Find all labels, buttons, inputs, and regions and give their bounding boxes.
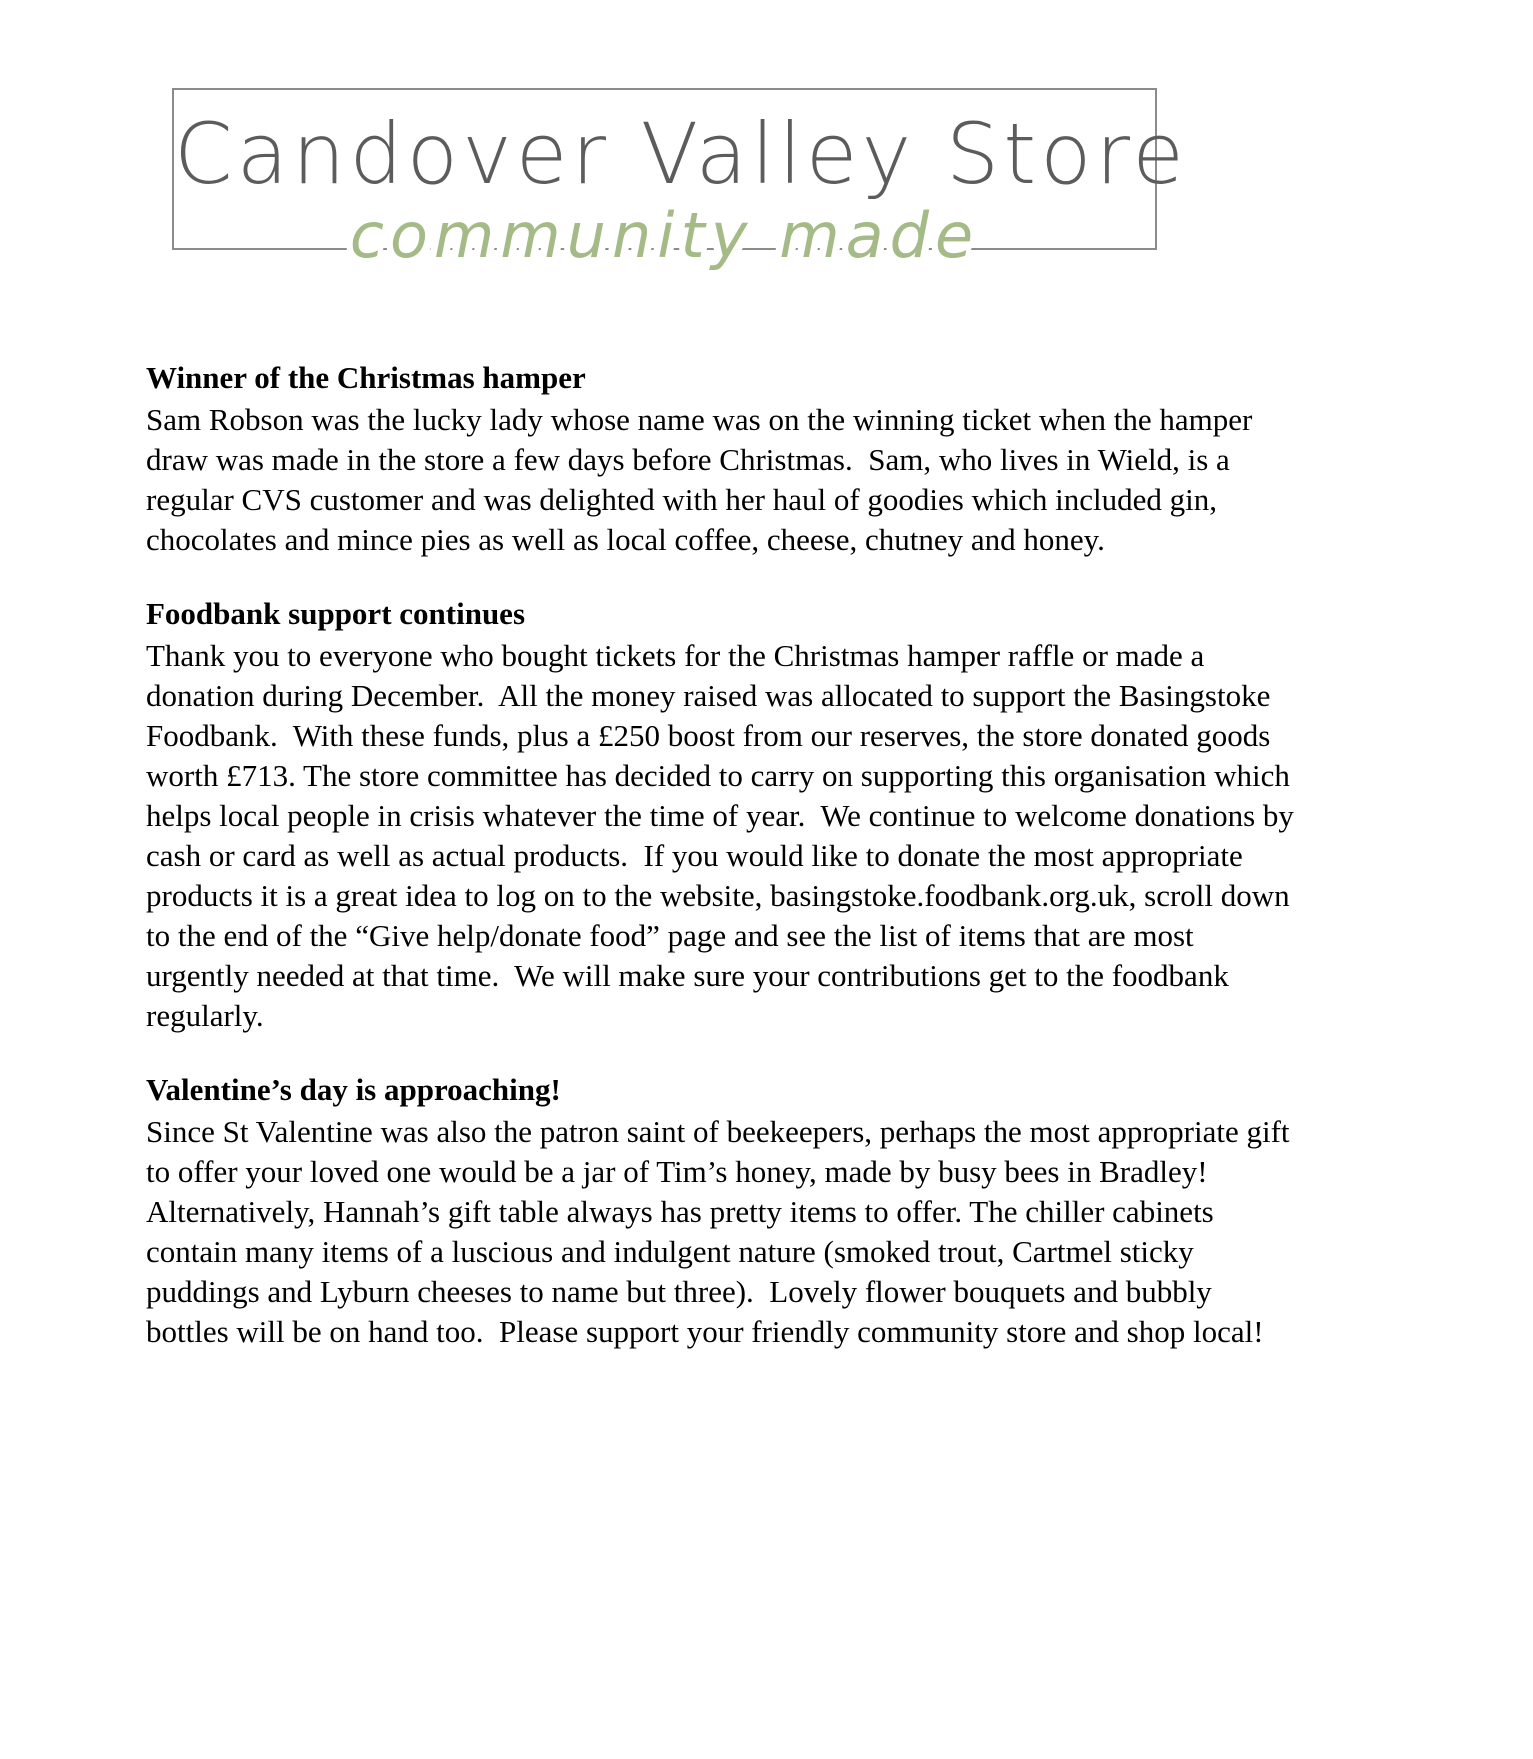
- section-heading-valentines-day: Valentine’s day is approaching!: [146, 1072, 561, 1107]
- article-section: [146, 1070, 1296, 1352]
- article-section: [146, 594, 1302, 1036]
- section-text-valentines-day: Since St Valentine was also the patron saint of beekeepers, perhaps the most appropriate gift to offer your loved one would be a jar of Tim’s honey, made by busy bees in Bradley! Alternatively, Hannah’s gift table always has pretty items to offer. The chiller cabinets contain many items of a luscious and indulgent nature (smoked trout, Cartmel sticky puddings and Lyburn cheeses to name but three). Lovely flower bouquets and bubbly bottles will be on hand too. Please support your friendly community store and shop local!: [146, 1114, 1298, 1349]
- section-text-foodbank-support: Thank you to everyone who bought tickets for the Christmas hamper raffle or made a donation during December. All the money raised was allocated to support the Basingstoke Foodbank. With these funds, plus a £250 boost from our reserves, the store donated goods worth £713. The store committee has decided to carry on supporting this organisation which helps local people in crisis whatever the time of year. We continue to welcome donations by cash or card as well as actual products. If you would like to donate the most appropriate products it is a great idea to log on to the website, basingstoke.foodbank.org.uk, scroll down to the end of the “Give help/donate food” page and see the list of items that are most urgently needed at that time. We will make sure your contributions get to the foodbank regularly.: [146, 638, 1302, 1033]
- store-logo-subtitle: community made: [349, 199, 980, 272]
- article-section: [146, 358, 1296, 560]
- article-body: [146, 358, 1302, 1352]
- section-heading-foodbank-support: Foodbank support continues: [146, 596, 526, 631]
- store-logo-box: [172, 88, 1188, 250]
- section-text-christmas-hamper: Sam Robson was the lucky lady whose name was on the winning ticket when the hamper draw was made in the store a few days before Christmas. Sam, who lives in Wield, is a regular CVS customer and was delighted with her haul of goodies which included gin, chocolates and mince pies as well as local coffee, cheese, chutney and honey.: [146, 402, 1261, 557]
- section-heading-christmas-hamper: Winner of the Christmas hamper: [146, 360, 586, 395]
- store-logo-title: Candover Valley Store: [174, 105, 1188, 203]
